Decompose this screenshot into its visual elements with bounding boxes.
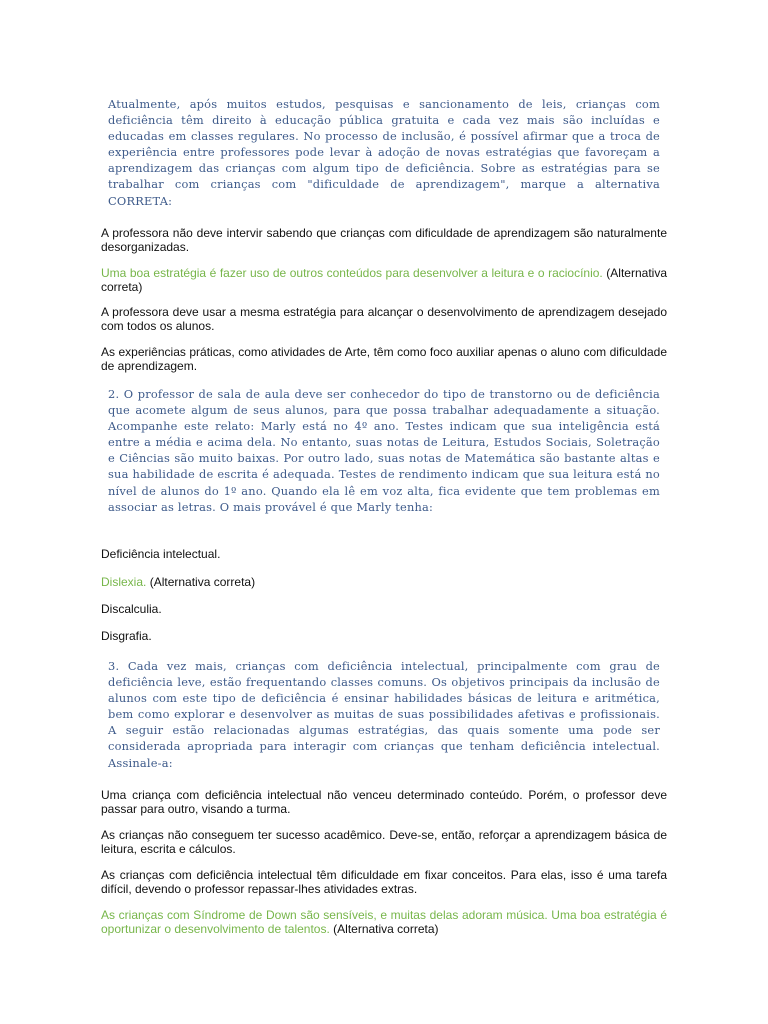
q2-option-4-text: Disgrafia. [101, 629, 152, 643]
q1-option-2-correct [101, 267, 667, 295]
q3-option-1 [101, 789, 667, 817]
q1-option-3 [101, 306, 667, 334]
q2-option-4 [101, 630, 667, 644]
correct-answer-note: (Alternativa correta) [333, 921, 439, 936]
q3-option-3-text: As crianças com deficiência intelectual têm dificuldade em fixar conceitos. Para elas, isso é uma tarefa difícil, devendo o professor repassar-lhes atividades extras. [101, 868, 667, 896]
q1-option-1-text: A professora não deve intervir sabendo que crianças com dificuldade de aprendizagem são naturalmente desorganizadas. [101, 226, 667, 254]
question-1-prompt: Atualmente, após muitos estudos, pesquisas e sancionamento de leis, crianças com deficiência têm direito à educação pública gratuita e cada vez mais são incluídas e educadas em classes regulares. No processo de inclusão, é possível afirmar que a troca de experiência entre professores pode levar à adoção de novas estratégias que favoreçam a aprendizagem das crianças com algum tipo de deficiência. Sobre as estratégias para se trabalhar com crianças com "dificuldade de aprendizagem", marque a alternativa CORRETA: [108, 97, 660, 208]
q2-option-2-text: Dislexia. [101, 575, 147, 589]
q2-option-1 [101, 548, 667, 562]
q2-option-2-correct [101, 576, 667, 590]
q1-option-4 [101, 346, 667, 374]
q3-option-4-correct [101, 909, 667, 937]
q3-option-1-text: Uma criança com deficiência intelectual não venceu determinado conteúdo. Porém, o professor deve passar para outro, visando a turma. [101, 788, 667, 816]
q1-option-1 [101, 227, 667, 255]
correct-answer-note: (Alternativa correta) [149, 575, 256, 589]
q2-option-1-text: Deficiência intelectual. [101, 547, 221, 561]
q3-option-2 [101, 829, 667, 857]
q1-option-4-text: As experiências práticas, como atividades de Arte, têm como foco auxiliar apenas o aluno com dificuldade de aprendizagem. [101, 345, 667, 373]
q3-option-3 [101, 869, 667, 897]
question-3-prompt: 3. Cada vez mais, crianças com deficiência intelectual, principalmente com grau de deficiência leve, estão frequentando classes comuns. Os objetivos principais da inclusão de alunos com este tipo de deficiência é ensinar habilidades básicas de leitura e aritmética, bem como explorar e desenvolver as muitas de suas possibilidades afetivas e profissionais. A seguir estão relacionadas algumas estratégias, das quais somente uma pode ser considerada apropriada para interagir com crianças que tenham deficiência intelectual. Assinale-a: [108, 659, 660, 770]
q2-option-3 [101, 603, 667, 617]
question-2-prompt: 2. O professor de sala de aula deve ser conhecedor do tipo de transtorno ou de deficiência que acomete algum de seus alunos, para que possa trabalhar adequadamente a situação. Acompanhe este relato: Marly está no 4º ano. Testes indicam que sua inteligência está entre a média e acima dela. No entanto, suas notas de Leitura, Estudos Sociais, Soletração e Ciências são muito baixas. Por outro lado, suas notas de Matemática são bastante altas e sua habilidade de escrita é adequada. Testes de rendimento indicam que sua leitura está no nível de alunos do 1º ano. Quando ela lê em voz alta, fica evidente que tem problemas em associar as letras. O mais provável é que Marly tenha: [108, 387, 660, 514]
q1-option-3-text: A professora deve usar a mesma estratégia para alcançar o desenvolvimento de aprendizagem desejado com todos os alunos. [101, 305, 667, 333]
correct-answer-note: (Alternativa correta) [101, 266, 667, 294]
q2-option-3-text: Discalculia. [101, 602, 162, 616]
q1-option-2-text: Uma boa estratégia é fazer uso de outros conteúdos para desenvolver a leitura e o raciocínio. [101, 266, 603, 280]
q3-option-4-text: As crianças com Síndrome de Down são sensíveis, e muitas delas adoram música. Uma boa estratégia é oportunizar o desenvolvimento de talentos. [101, 908, 667, 936]
q3-option-2-text: As crianças não conseguem ter sucesso acadêmico. Deve-se, então, reforçar a aprendizagem básica de leitura, escrita e cálculos. [101, 828, 667, 856]
